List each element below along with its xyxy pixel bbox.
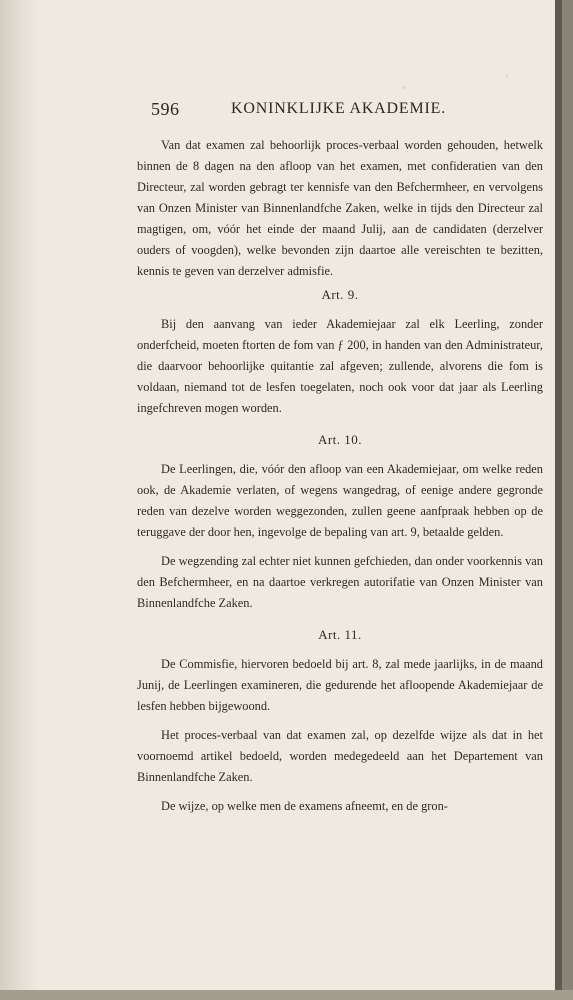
scan-background: [0, 990, 573, 1000]
page-header: [151, 99, 461, 123]
article-heading-10: Art. 10.: [317, 432, 363, 447]
paragraph-exam-method: De wijze, op welke men de examens afneemt, en de gron-: [161, 799, 448, 813]
paper-spot: [506, 74, 508, 78]
paragraph-dismissal: De wegzending zal echter niet kunnen gefchieden, dan onder voorkennis van den Befchermheer, en na daartoe verkregen autorifatie van Onzen Minister van Binnenlandfche Zaken.: [137, 554, 543, 610]
article-heading-11: Art. 11.: [318, 627, 362, 642]
paragraph-annual-exam: De Commisfie, hiervoren bedoeld bij art. 8, zal mede jaarlijks, in de maand Junij, de Leerlingen examineren, die gedurende het afloopende Akademiejaar de lesfen hebben bijgewoond.: [137, 657, 543, 713]
page-gutter-shadow: [0, 0, 40, 990]
paragraph-examination-report: Van dat examen zal behoorlijk proces-verbaal worden gehouden, hetwelk binnen de 8 dagen na den afloop van het examen, met confideratien van den Directeur, zal worden gebragt ter kennisfe van den Befchermheer, en vervolgens van Onzen Minister van Binnenlandfche Zaken, welke in tijds den Directeur zal magtigen, om, vóór het einde der maand Julij, aan de candidaten (derzelver ouders of voogden), welke bevonden zijn daartoe alle vereischten te bezitten, kennis te geven van derzelver admisfie.: [137, 138, 543, 278]
page-edge: [555, 0, 562, 990]
paragraph-withdrawal: De Leerlingen, die, vóór den afloop van een Akademiejaar, om welke reden ook, de Akademie verlaten, of wegens wangedrag, of eenige andere gegronde reden van dezelve worden weggezonden, zullen geene aanfpraak hebben op de teruggave der door hen, ingevolge de bepaling van art. 9, betaalde gelden.: [137, 462, 543, 539]
article-heading-9: Art. 9.: [321, 287, 359, 302]
paper-spot: [402, 86, 405, 89]
paragraph-exam-report: Het proces-verbaal van dat examen zal, op dezelfde wijze als dat in het voornoemd artikel bedoeld, worden medegedeeld aan het Departement van Binnenlandfche Zaken.: [137, 728, 543, 784]
page-number: 596: [151, 99, 180, 119]
running-title: KONINKLIJKE AKADEMIE.: [231, 100, 446, 117]
page-text: [137, 135, 543, 817]
paragraph-fee: Bij den aanvang van ieder Akademiejaar zal elk Leerling, zonder onderfcheid, moeten ftorten de fom van ƒ 200, in handen van den Administrateur, die daarvoor behoorlijke quitantie zal afgeven; zullende, alvorens die fom is voldaan, niemand tot de lesfen toegelaten, noch ook voor dat jaar als Leerling ingefchreven mogen worden.: [137, 317, 543, 415]
